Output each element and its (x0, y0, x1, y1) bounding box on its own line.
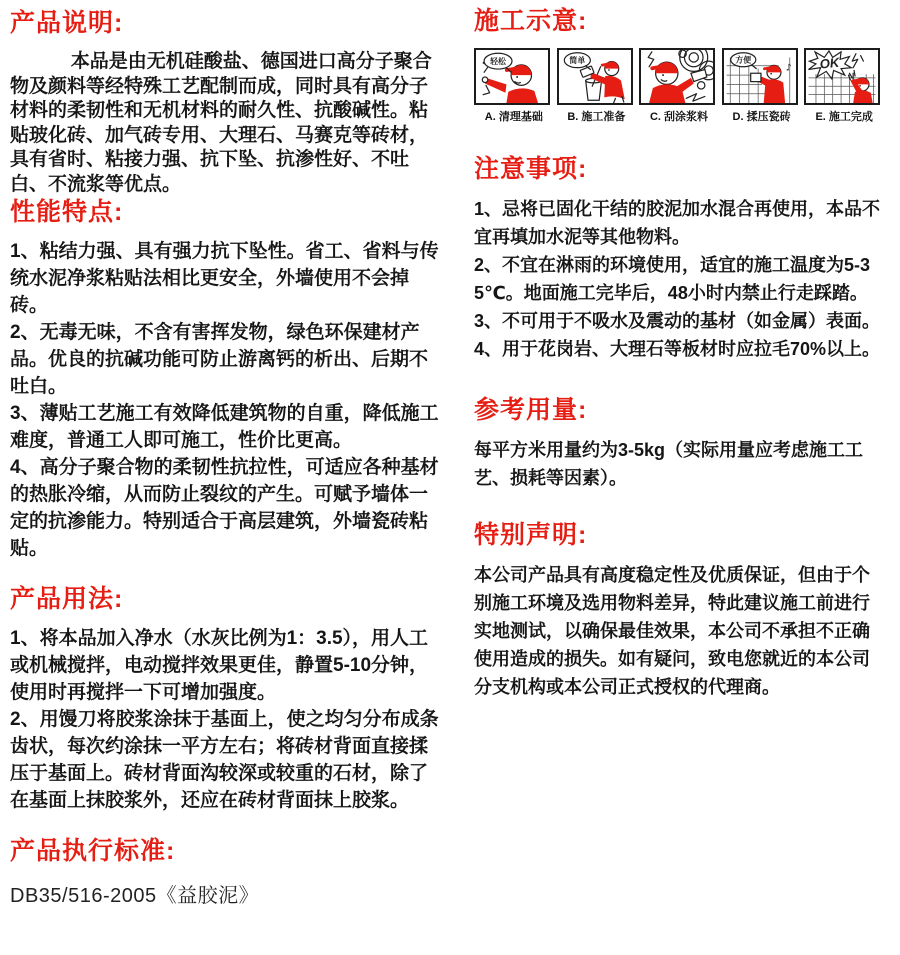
precaution-item-4: 4、用于花岗岩、大理石等板材时应拉毛70%以上。 (474, 339, 881, 359)
heading-reference-dosage: 参考用量: (474, 396, 588, 424)
worker-cleaning-base-illustration (474, 48, 550, 105)
worker-mixing-bucket-illustration (557, 48, 633, 105)
heading-performance-features: 性能特点: (10, 198, 124, 226)
step-panel-d (722, 48, 802, 124)
usage-item-2: 2、用馒刀将胶浆涂抹于基面上，使之均匀分布成条齿状，每次约涂抹一平方左右；将砖材背面直接揉压于基面上。砖材背面沟较深或较重的石材，除了在基面上抹胶浆外，还应在砖材背面抹上胶浆。 (10, 709, 439, 811)
construction-steps-strip (474, 48, 884, 124)
step-panel-e (804, 48, 884, 124)
heading-construction-illustration: 施工示意: (474, 7, 588, 35)
worker-pressing-tile-illustration (722, 48, 798, 105)
precaution-item-1: 1、忌将已固化干结的胶泥加水混合再使用，本品不宜再填加水泥等其他物料。 (474, 199, 881, 247)
left-column (0, 0, 452, 908)
bubble-text-easy: 轻松 (490, 56, 506, 66)
heading-precautions: 注意事项: (474, 155, 588, 183)
right-column (470, 0, 890, 908)
precaution-item-3: 3、不可用于不吸水及震动的基材（如金属）表面。 (474, 311, 881, 331)
feature-item-4: 4、高分子聚合物的柔韧性抗拉性，可适应各种基材的热胀冷缩，从而防止裂纹的产生。可赋予墙体一定的抗渗能力。特别适合于高层建筑，外墙瓷砖粘贴。 (10, 457, 439, 559)
dosage-text: 每平方米用量约为3-5kg（实际用量应考虑施工工艺、损耗等因素）。 (474, 440, 864, 488)
bubble-text-convenient: 方便 (735, 55, 751, 65)
step-caption-e: E. 施工完成 (815, 111, 873, 123)
step-panel-c (639, 48, 719, 124)
usage-item-1: 1、将本品加入净水（水灰比例为1：3.5），用人工或机械搅拌，电动搅拌效果更佳，静置5-10分钟，使用时再搅拌一下可增加强度。 (10, 628, 429, 703)
bubble-text-simple: 简单 (569, 56, 585, 66)
heading-product-usage: 产品用法: (10, 585, 124, 613)
statement-text: 本公司产品具有高度稳定性及优质保证，但由于个别施工环境及选用物料差异，特此建议施工前进行实地测试，以确保最佳效果，本公司不承担不正确使用造成的损失。如有疑问，致电您就近的本公司分支机构或本公司正式授权的代理商。 (474, 565, 870, 697)
precaution-item-2: 2、不宜在淋雨的环境使用，适宜的施工温度为5-35℃。地面施工完毕后，48小时内禁止行走踩踏。 (474, 255, 871, 303)
feature-item-3: 3、薄贴工艺施工有效降低建筑物的自重，降低施工难度，普通工人即可施工，性价比更高。 (10, 403, 439, 451)
heading-special-statement: 特别声明: (474, 521, 588, 549)
heading-product-description: 产品说明: (10, 9, 124, 37)
step-caption-c: C. 刮涂浆料 (649, 111, 709, 123)
feature-item-1: 1、粘结力强、具有强力抗下坠性。省工、省料与传统水泥净浆粘贴法相比更安全，外墙使用不会掉砖。 (10, 241, 439, 316)
heading-product-standard: 产品执行标准: (10, 837, 176, 865)
worker-finished-ok-illustration (804, 48, 880, 105)
step-panel-b (557, 48, 637, 124)
step-caption-b: B. 施工准备 (567, 111, 626, 123)
standard-code-text: DB35/516-2005《益胶泥》 (10, 885, 260, 907)
ok-text: OK (819, 54, 841, 72)
step-caption-a: A. 清理基础 (484, 111, 543, 123)
step-caption-d: D. 揉压瓷砖 (732, 111, 791, 123)
step-panel-a (474, 48, 554, 124)
product-description-text: 本品是由无机硅酸盐、德国进口高分子聚合物及颜料等经特殊工艺配制而成，同时具有高分子材料的柔韧性和无机材料的耐久性、抗酸碱性。粘贴玻化砖、加气砖专用、大理石、马赛克等砖材，具有省时、粘接力强、抗下坠、抗渗性好、不吐白、不流浆等优点。 (10, 51, 432, 195)
music-note-icon: ♪ (785, 62, 792, 74)
feature-item-2: 2、无毒无味，不含有害挥发物，绿色环保建材产品。优良的抗碱功能可防止游离钙的析出、后期不吐白。 (10, 322, 429, 397)
worker-spreading-mortar-illustration (639, 48, 715, 105)
